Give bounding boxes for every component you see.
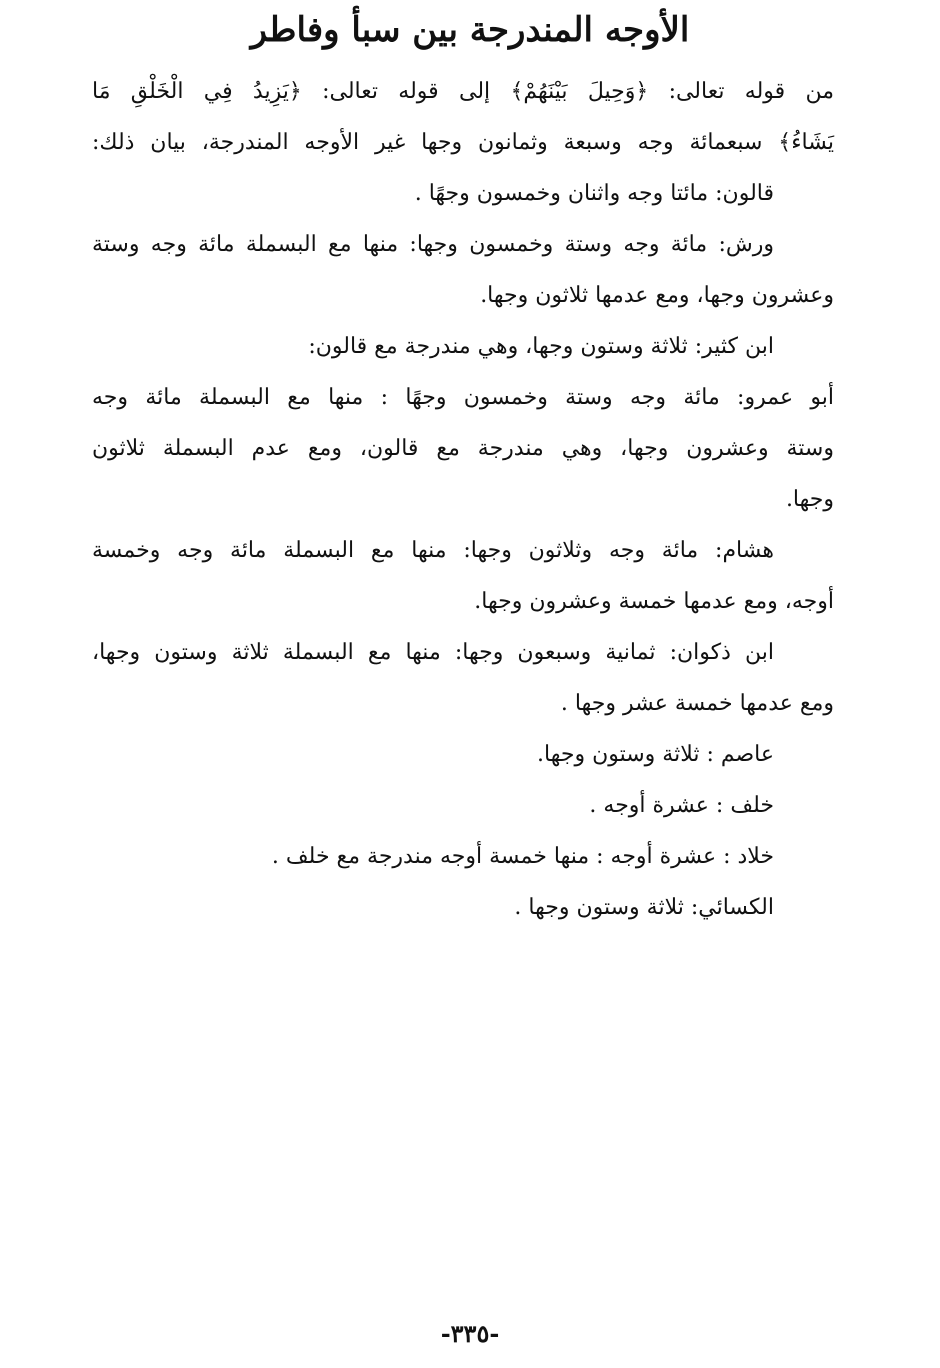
text-line: من قوله تعالى: ﴿وَحِيلَ بَيْنَهُمْ﴾ إلى قوله تعالى: ﴿يَزِيدُ فِي الْخَلْقِ مَا	[92, 79, 834, 104]
text-line: يَشَاءُ﴾ سبعمائة وجه وسبعة وثمانون وجها غير الأوجه المندرجة، بيان ذلك:	[92, 130, 834, 155]
text-line: ابن ذكوان: ثمانية وسبعون وجها: منها مع البسملة ثلاثة وستون وجها،	[92, 640, 774, 665]
text-line: خلاد : عشرة أوجه : منها خمسة أوجه مندرجة مع خلف .	[271, 844, 774, 869]
page-title: الأوجه المندرجة بين سبأ وفاطر	[250, 10, 690, 50]
body-text	[92, 66, 834, 933]
text-line: ورش: مائة وجه وستة وخمسون وجها: منها مع البسملة مائة وجه وستة	[92, 232, 774, 257]
text-line: وستة وعشرون وجها، وهي مندرجة مع قالون، ومع عدم البسملة ثلاثون	[92, 436, 834, 461]
text-line: خلف : عشرة أوجه .	[589, 793, 774, 818]
text-line: عاصم : ثلاثة وستون وجها.	[537, 742, 774, 767]
text-line: الكسائي: ثلاثة وستون وجها .	[514, 895, 774, 920]
text-line: أبو عمرو: مائة وجه وستة وخمسون وجهًا : منها مع البسملة مائة وجه	[92, 385, 834, 410]
text-line: ابن كثير: ثلاثة وستون وجها، وهي مندرجة مع قالون:	[308, 334, 774, 359]
text-line: ومع عدمها خمسة عشر وجها .	[560, 691, 834, 716]
text-line: وجها.	[785, 487, 834, 512]
text-line: هشام: مائة وجه وثلاثون وجها: منها مع البسملة مائة وجه وخمسة	[92, 538, 774, 563]
text-line: أوجه، ومع عدمها خمسة وعشرون وجها.	[474, 589, 834, 614]
page-number: -٣٣٥-	[440, 1319, 500, 1348]
text-line: قالون: مائتا وجه واثنان وخمسون وجهًا .	[414, 181, 774, 206]
text-line: وعشرون وجها، ومع عدمها ثلاثون وجها.	[480, 283, 834, 308]
